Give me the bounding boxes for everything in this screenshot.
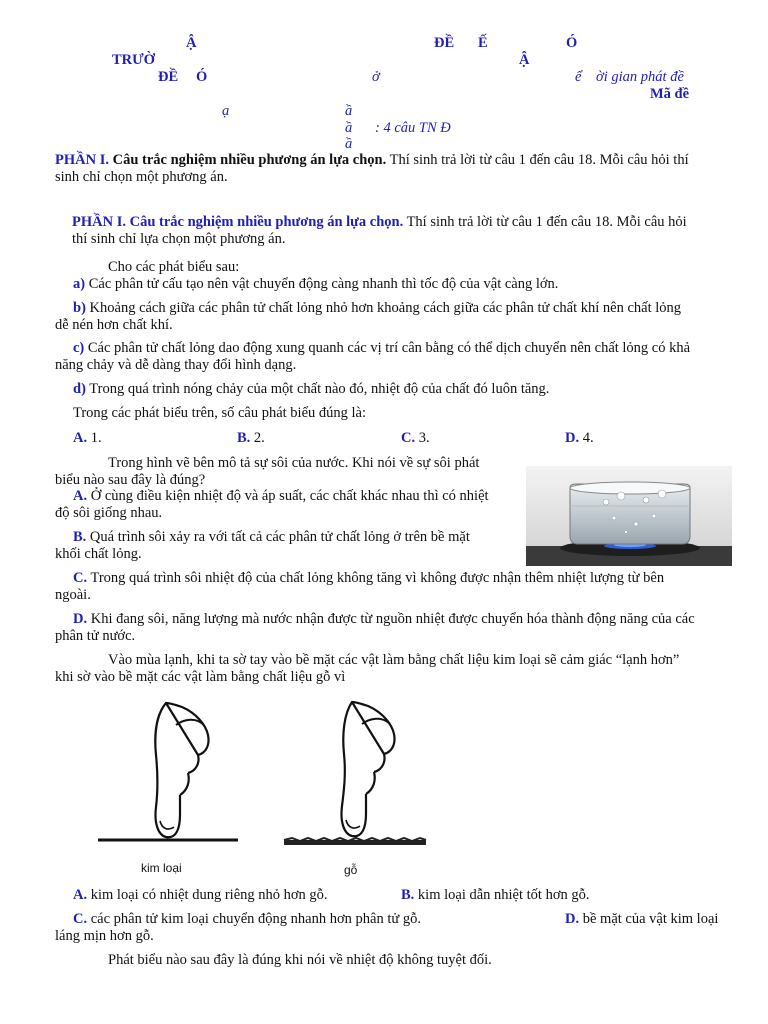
q3-option-d-cont: láng mịn hơn gỗ. <box>55 928 154 944</box>
option-key: D. <box>73 611 88 627</box>
option-text: Khi đang sôi, năng lượng mà nước nhận được từ nguồn nhiệt được chuyển hóa thành động năng của các <box>90 611 695 627</box>
finger-metal-illustration <box>96 695 246 860</box>
option-text-cont: khối chất lỏng. <box>55 546 142 562</box>
q2-stem: Trong hình vẽ bên mô tả sự sôi của nước. Khi nói về sự sôi phát <box>108 455 480 471</box>
option-text: 2. <box>253 430 265 446</box>
exam-code-label: Mã đề <box>650 86 690 102</box>
part1-intro <box>55 152 731 186</box>
finger-wood-illustration <box>282 692 432 860</box>
option-key: D. <box>565 911 580 927</box>
q2-option-b[interactable] <box>55 529 515 563</box>
option-text: kim loại dẫn nhiệt tốt hơn gỗ. <box>417 887 590 903</box>
option-text: Ở cùng điều kiện nhiệt độ và áp suất, các chất khác nhau thì có nhiệt <box>90 488 489 504</box>
time-label: ời gian phát đề <box>596 69 684 85</box>
q1-statement-b <box>55 300 731 334</box>
q1-statement-c <box>55 340 731 374</box>
header-glyph: ạ <box>222 103 230 119</box>
q2-stem-cont: biểu nào sau đây là đúng? <box>55 472 206 488</box>
option-text: kim loại có nhiệt dung riêng nhỏ hơn gỗ. <box>90 887 328 903</box>
q2-option-c[interactable] <box>55 570 731 604</box>
header-glyph: ầ <box>345 120 353 136</box>
statement-text: Trong quá trình nóng chảy của một chất nào đó, nhiệt độ của chất đó luôn tăng. <box>89 381 550 397</box>
part-label: PHẦN I. <box>55 152 109 168</box>
option-key: C. <box>401 430 416 446</box>
option-key: D. <box>565 430 580 446</box>
header-glyph: ĐỀ <box>434 35 455 51</box>
option-key: C. <box>73 911 88 927</box>
part-heading: PHẦN I. Câu trắc nghiệm nhiều phương án lựa chọn. <box>72 214 404 230</box>
option-key: A. <box>73 887 88 903</box>
statement-key: d) <box>73 381 86 397</box>
q1-question: Trong các phát biểu trên, số câu phát biểu đúng là: <box>73 405 367 421</box>
q1-statement-d <box>73 381 731 398</box>
part-instructions-cont: sinh chỉ chọn một phương án. <box>55 169 228 185</box>
option-key: B. <box>73 529 87 545</box>
option-text: Quá trình sôi xảy ra với tất cả các phân tử chất lỏng ở trên bề mặt <box>89 529 470 545</box>
statement-text: Khoảng cách giữa các phân tử chất lỏng nhỏ hơn khoảng cách giữa các phân tử chất khí nên chất lỏng <box>89 300 682 316</box>
q3-option-a[interactable] <box>73 887 328 904</box>
tn-count: : 4 câu TN Đ <box>375 120 451 136</box>
header-glyph: Ó <box>566 35 578 51</box>
q2-option-a[interactable] <box>55 488 515 522</box>
q1-option-d[interactable] <box>565 430 594 447</box>
q1-intro: Cho các phát biểu sau: <box>108 259 240 275</box>
statement-text-cont: năng chảy và dễ dàng thay đổi hình dạng. <box>55 357 297 373</box>
option-text: 1. <box>90 430 102 446</box>
q2-option-d[interactable] <box>55 611 731 645</box>
statement-key: a) <box>73 276 86 292</box>
q4-stem: Phát biểu nào sau đây là đúng khi nói về nhiệt độ không tuyệt đối. <box>108 952 492 968</box>
q1-option-a[interactable] <box>73 430 102 447</box>
option-text-cont: phân tử nước. <box>55 628 136 644</box>
header-glyph: Ậ <box>519 52 530 68</box>
q3-option-c[interactable] <box>73 911 421 928</box>
q3-stem-cont: khi sờ vào bề mặt các vật làm bằng chất liệu gỗ vì <box>55 669 346 685</box>
option-key: A. <box>73 430 88 446</box>
q3-option-b[interactable] <box>401 887 590 904</box>
school-name: TRƯỜ <box>112 52 155 68</box>
option-key: C. <box>73 570 88 586</box>
statement-key: b) <box>73 300 86 316</box>
part-instructions: Thí sinh trả lời từ câu 1 đến câu 18. Mỗi câu hỏi thí <box>389 152 689 168</box>
part-title: Câu trắc nghiệm nhiều phương án lựa chọn. <box>112 152 387 168</box>
q1-statement-a <box>73 276 731 293</box>
exam-label: ĐỀ <box>158 69 179 85</box>
option-text: 4. <box>582 430 594 446</box>
q3-option-d[interactable] <box>565 911 718 928</box>
header-glyph: ể <box>575 69 582 85</box>
q3-stem: Vào mùa lạnh, khi ta sờ tay vào bề mặt các vật làm bằng chất liệu kim loại sẽ cảm giác “lạnh hơn” <box>108 652 680 668</box>
option-text: Trong quá trình sôi nhiệt độ của chất lỏng không tăng vì không được nhận thêm nhiệt lượng từ bên <box>90 570 665 586</box>
option-text: bề mặt của vật kim loại <box>582 911 719 927</box>
header-glyph: Ậ <box>186 35 197 51</box>
option-text: các phân tử kim loại chuyển động nhanh hơn phân tử gỗ. <box>90 911 421 927</box>
option-text-cont: ngoài. <box>55 587 91 603</box>
header-glyph: Ó <box>196 69 208 85</box>
statement-key: c) <box>73 340 85 356</box>
statement-text: Các phân tử cấu tạo nên vật chuyển động càng nhanh thì tốc độ của vật càng lớn. <box>88 276 559 292</box>
statement-text-cont: dễ nén hơn chất khí. <box>55 317 173 333</box>
caption-metal: kim loại <box>141 861 182 875</box>
boiling-water-image <box>526 466 732 566</box>
option-key: B. <box>401 887 415 903</box>
option-text: 3. <box>418 430 430 446</box>
option-key: A. <box>73 488 88 504</box>
option-key: B. <box>237 430 251 446</box>
statement-text: Các phân tử chất lỏng dao động xung quanh các vị trí cân bằng có thể dịch chuyển nên chất lỏng có khả <box>87 340 691 356</box>
caption-wood: gỗ <box>344 863 358 877</box>
header-glyph: ầ <box>345 136 353 152</box>
header-glyph: ở <box>372 69 380 85</box>
q1-option-b[interactable] <box>237 430 265 447</box>
header-glyph: Ế <box>478 35 488 51</box>
q1-option-c[interactable] <box>401 430 430 447</box>
part-instructions: Thí sinh trả lời từ câu 1 đến câu 18. Mỗi câu hỏi <box>406 214 687 230</box>
part1-intro-repeat <box>72 214 731 248</box>
part-instructions-cont: thí sinh chỉ lựa chọn một phương án. <box>72 231 286 247</box>
option-text-cont: độ sôi giống nhau. <box>55 505 163 521</box>
header-glyph: ầ <box>345 103 353 119</box>
